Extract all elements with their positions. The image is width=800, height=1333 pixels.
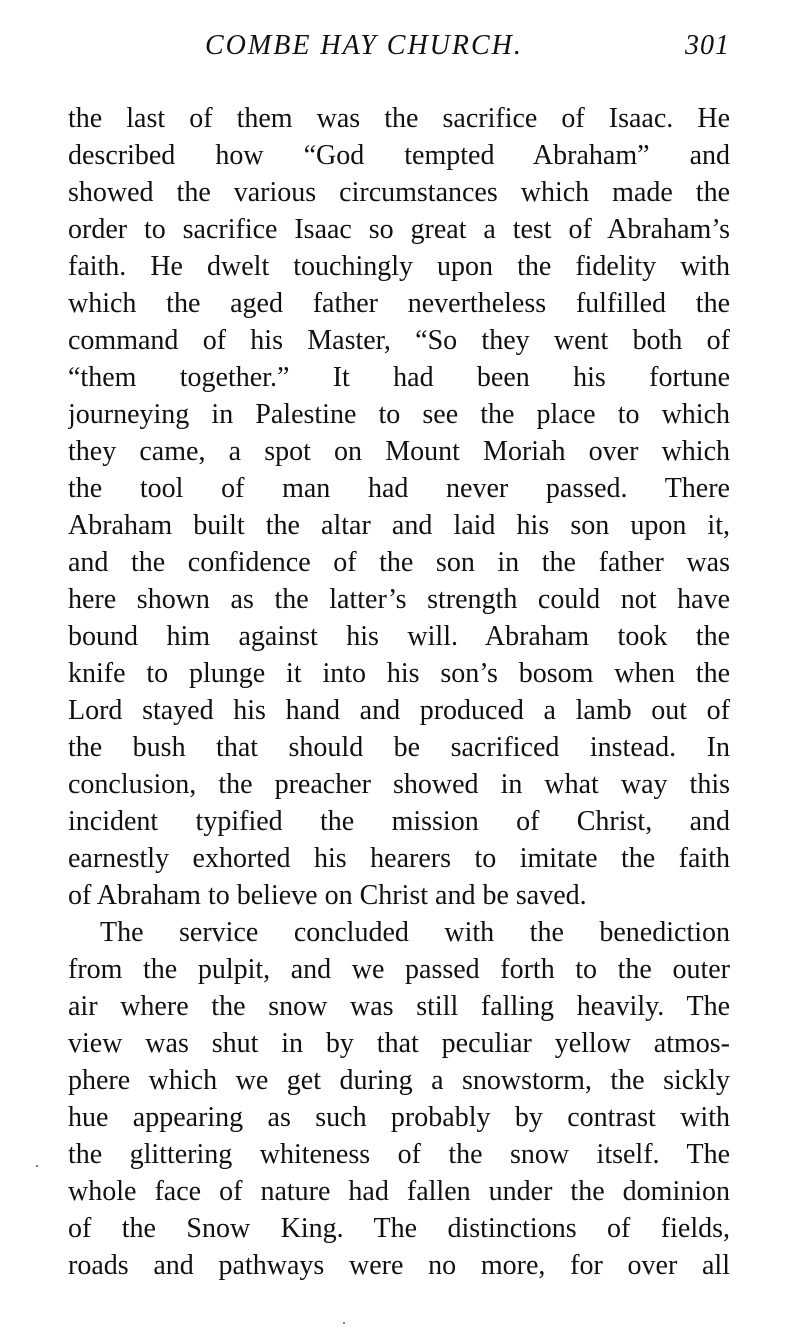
text-line: air where the snow was still falling heavily. The (68, 991, 730, 1022)
text-line: whole face of nature had fallen under the dominion (68, 1176, 730, 1207)
body-text (68, 100, 730, 1284)
text-line: here shown as the latter’s strength could not have (68, 584, 730, 615)
text-line: order to sacrifice Isaac so great a test of Abraham’s (68, 214, 730, 245)
text-line: which the aged father nevertheless fulfilled the (68, 288, 730, 319)
page-number: 301 (685, 30, 730, 61)
text-line: The service concluded with the benediction (100, 917, 730, 948)
text-line: Lord stayed his hand and produced a lamb out of (68, 695, 730, 726)
text-line: of Abraham to believe on Christ and be saved. (68, 880, 587, 911)
text-line: earnestly exhorted his hearers to imitate the faith (68, 843, 730, 874)
text-line: described how “God tempted Abraham” and (68, 140, 730, 171)
text-line: roads and pathways were no more, for over all (68, 1250, 730, 1281)
text-line: they came, a spot on Mount Moriah over which (68, 436, 730, 467)
text-line: from the pulpit, and we passed forth to the outer (68, 954, 730, 985)
text-line: the bush that should be sacrificed instead. In (68, 732, 730, 763)
text-line: conclusion, the preacher showed in what way this (68, 769, 730, 800)
paragraph-1 (68, 100, 730, 914)
running-title: COMBE HAY CHURCH. (205, 30, 523, 61)
text-line: hue appearing as such probably by contrast with (68, 1102, 730, 1133)
text-line: view was shut in by that peculiar yellow atmos- (68, 1028, 730, 1059)
text-line: of the Snow King. The distinctions of fields, (68, 1213, 730, 1244)
text-line: and the confidence of the son in the father was (68, 547, 730, 578)
scan-speck (36, 1165, 38, 1167)
text-line: knife to plunge it into his son’s bosom when the (68, 658, 730, 689)
text-line: showed the various circumstances which made the (68, 177, 730, 208)
paragraph-2 (68, 914, 730, 1284)
text-line: “them together.” It had been his fortune (68, 362, 730, 393)
text-line: Abraham built the altar and laid his son upon it, (68, 510, 730, 541)
running-head (70, 30, 730, 70)
text-line: command of his Master, “So they went both of (68, 325, 730, 356)
text-line: phere which we get during a snowstorm, the sickly (68, 1065, 730, 1096)
text-line: the last of them was the sacrifice of Isaac. He (68, 103, 730, 134)
scan-speck (343, 1322, 345, 1324)
text-line: incident typified the mission of Christ, and (68, 806, 730, 837)
text-line: bound him against his will. Abraham took the (68, 621, 730, 652)
text-line: faith. He dwelt touchingly upon the fidelity with (68, 251, 730, 282)
text-line: the tool of man had never passed. There (68, 473, 730, 504)
text-line: the glittering whiteness of the snow itself. The (68, 1139, 730, 1170)
text-line: journeying in Palestine to see the place to which (68, 399, 730, 430)
